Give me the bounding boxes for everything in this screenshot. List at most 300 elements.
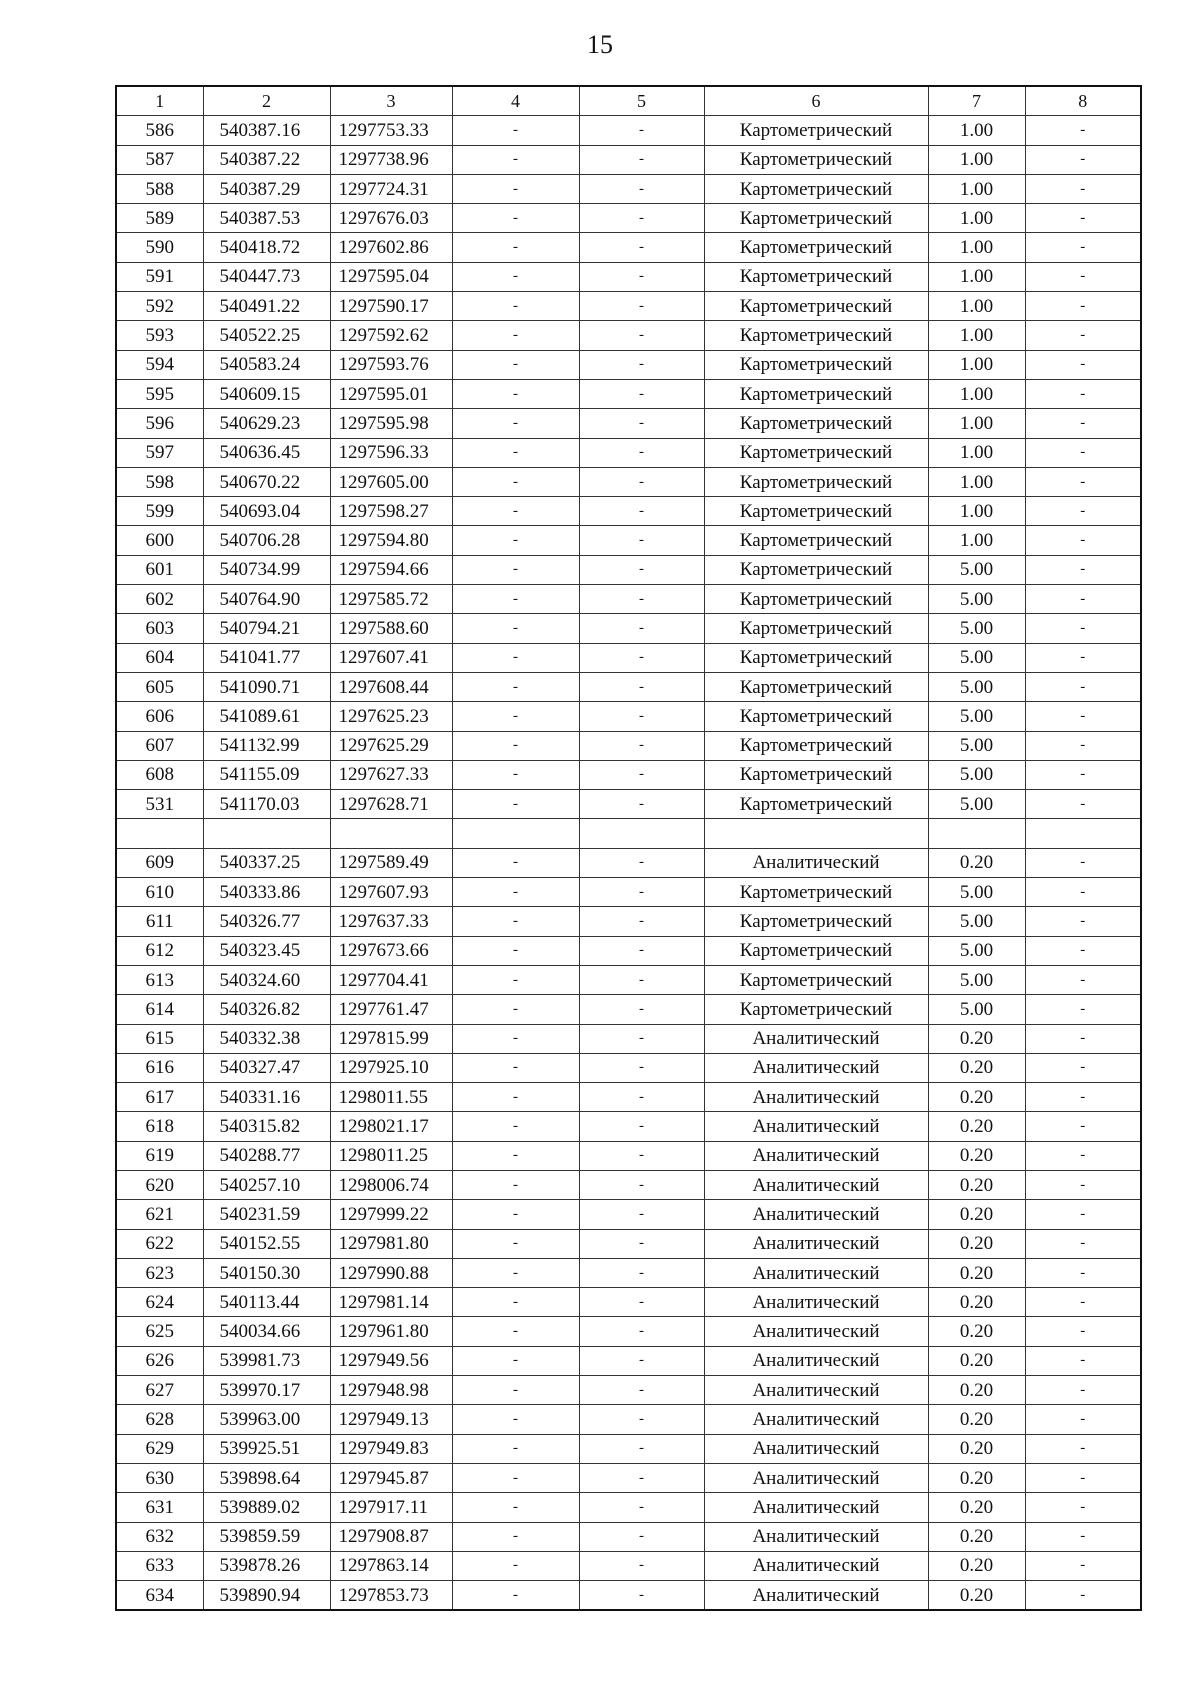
table-row xyxy=(116,965,1141,994)
table-cell-col8: - xyxy=(1025,1258,1141,1287)
table-cell-col7: 5.00 xyxy=(928,760,1025,789)
table-cell-col7: 1.00 xyxy=(928,379,1025,408)
table-cell-col3: 1297945.87 xyxy=(330,1463,452,1492)
table-cell-col2: 540150.30 xyxy=(203,1258,330,1287)
table-cell-col5: - xyxy=(579,321,704,350)
table-cell-col5: - xyxy=(579,760,704,789)
table-cell-col1 xyxy=(116,819,203,848)
table-cell-col4: - xyxy=(452,1522,579,1551)
table-cell-col6: Картометрический xyxy=(704,116,928,145)
table-cell-col1: 623 xyxy=(116,1258,203,1287)
table-cell-col2: 540387.29 xyxy=(203,174,330,203)
table-cell-col3: 1297595.04 xyxy=(330,262,452,291)
table-cell-col6: Картометрический xyxy=(704,731,928,760)
table-cell-col8: - xyxy=(1025,350,1141,379)
table-cell-col7: 1.00 xyxy=(928,262,1025,291)
table-cell-col2: 540387.22 xyxy=(203,145,330,174)
table-cell-col3: 1297981.14 xyxy=(330,1288,452,1317)
table-cell-col7: 5.00 xyxy=(928,995,1025,1024)
table-cell-col8: - xyxy=(1025,409,1141,438)
table-cell-col2: 540231.59 xyxy=(203,1200,330,1229)
table-cell-col4: - xyxy=(452,438,579,467)
table-row xyxy=(116,643,1141,672)
table-row xyxy=(116,145,1141,174)
table-cell-col3: 1297625.29 xyxy=(330,731,452,760)
table-cell-col7: 5.00 xyxy=(928,731,1025,760)
table-cell-col4: - xyxy=(452,1405,579,1434)
table-cell-col1: 531 xyxy=(116,790,203,819)
table-cell-col3: 1297863.14 xyxy=(330,1551,452,1580)
table-cell-col3: 1297594.80 xyxy=(330,526,452,555)
table-cell-col6: Аналитический xyxy=(704,1493,928,1522)
table-row xyxy=(116,907,1141,936)
table-cell-col3: 1298006.74 xyxy=(330,1170,452,1199)
table-cell-col7: 1.00 xyxy=(928,174,1025,203)
table-row xyxy=(116,790,1141,819)
table-cell-col7: 1.00 xyxy=(928,204,1025,233)
table-cell-col1: 617 xyxy=(116,1083,203,1112)
table-cell-col8: - xyxy=(1025,204,1141,233)
table-cell-col6: Картометрический xyxy=(704,262,928,291)
table-cell-col1: 587 xyxy=(116,145,203,174)
table-row xyxy=(116,672,1141,701)
table-cell-col7: 0.20 xyxy=(928,1405,1025,1434)
table-cell-col5: - xyxy=(579,1141,704,1170)
table-cell-col6: Аналитический xyxy=(704,1112,928,1141)
table-cell-col7: 0.20 xyxy=(928,1024,1025,1053)
table-cell-col6: Картометрический xyxy=(704,321,928,350)
table-cell-col7 xyxy=(928,819,1025,848)
table-cell-col1: 603 xyxy=(116,614,203,643)
table-cell-col3: 1297595.01 xyxy=(330,379,452,408)
table-cell-col7: 0.20 xyxy=(928,1170,1025,1199)
table-row xyxy=(116,848,1141,877)
table-cell-col4: - xyxy=(452,878,579,907)
table-row xyxy=(116,1170,1141,1199)
table-cell-col5: - xyxy=(579,1112,704,1141)
table-row xyxy=(116,467,1141,496)
table-cell-col4: - xyxy=(452,1258,579,1287)
table-cell-col3: 1297981.80 xyxy=(330,1229,452,1258)
table-cell-col2: 540331.16 xyxy=(203,1083,330,1112)
table-cell-col1: 626 xyxy=(116,1346,203,1375)
table-cell-col3: 1297595.98 xyxy=(330,409,452,438)
table-cell-col3: 1297596.33 xyxy=(330,438,452,467)
table-row xyxy=(116,878,1141,907)
table-cell-col8: - xyxy=(1025,672,1141,701)
table-cell-col7: 0.20 xyxy=(928,1083,1025,1112)
table-cell-col6: Аналитический xyxy=(704,1434,928,1463)
table-cell-col8: - xyxy=(1025,1493,1141,1522)
table-cell-col6: Аналитический xyxy=(704,1229,928,1258)
table-cell-col5: - xyxy=(579,1581,704,1611)
table-cell-col6 xyxy=(704,819,928,848)
table-cell-col2: 541090.71 xyxy=(203,672,330,701)
table-cell-col2: 540387.16 xyxy=(203,116,330,145)
table-cell-col3 xyxy=(330,819,452,848)
table-cell-col6: Картометрический xyxy=(704,907,928,936)
table-cell-col5: - xyxy=(579,1463,704,1492)
table-cell-col8: - xyxy=(1025,1376,1141,1405)
table-cell-col5: - xyxy=(579,467,704,496)
table-row xyxy=(116,1463,1141,1492)
table-cell-col4: - xyxy=(452,1053,579,1082)
table-cell-col8: - xyxy=(1025,1463,1141,1492)
table-cell-col3: 1297917.11 xyxy=(330,1493,452,1522)
table-cell-col1: 622 xyxy=(116,1229,203,1258)
table-cell-col7: 1.00 xyxy=(928,292,1025,321)
table-cell-col6: Картометрический xyxy=(704,965,928,994)
table-row xyxy=(116,995,1141,1024)
table-cell-col1: 614 xyxy=(116,995,203,1024)
table-row xyxy=(116,1317,1141,1346)
coordinates-table xyxy=(115,85,1142,1611)
table-cell-col2: 541089.61 xyxy=(203,702,330,731)
table-cell-col2: 540491.22 xyxy=(203,292,330,321)
table-cell-col7: 0.20 xyxy=(928,1376,1025,1405)
table-cell-col7: 1.00 xyxy=(928,526,1025,555)
table-cell-col4: - xyxy=(452,409,579,438)
table-cell-col4: - xyxy=(452,379,579,408)
column-header-7: 7 xyxy=(928,86,1025,116)
table-row xyxy=(116,1141,1141,1170)
table-cell-col6: Аналитический xyxy=(704,1288,928,1317)
table-row xyxy=(116,1024,1141,1053)
table-row xyxy=(116,526,1141,555)
table-cell-col7: 5.00 xyxy=(928,936,1025,965)
page-number: 15 xyxy=(587,30,613,59)
table-cell-col8: - xyxy=(1025,467,1141,496)
table-cell-col1: 601 xyxy=(116,555,203,584)
table-row xyxy=(116,233,1141,262)
table-cell-col4: - xyxy=(452,526,579,555)
table-row xyxy=(116,936,1141,965)
table-cell-col5: - xyxy=(579,1053,704,1082)
table-cell-col7: 1.00 xyxy=(928,438,1025,467)
table-cell-col1: 625 xyxy=(116,1317,203,1346)
table-cell-col3: 1297589.49 xyxy=(330,848,452,877)
table-cell-col6: Аналитический xyxy=(704,848,928,877)
table-cell-col4: - xyxy=(452,145,579,174)
table-cell-col8: - xyxy=(1025,1522,1141,1551)
table-cell-col4: - xyxy=(452,292,579,321)
table-cell-col3: 1297593.76 xyxy=(330,350,452,379)
table-cell-col3: 1297949.83 xyxy=(330,1434,452,1463)
table-cell-col1: 586 xyxy=(116,116,203,145)
table-cell-col4: - xyxy=(452,467,579,496)
table-cell-col2: 540522.25 xyxy=(203,321,330,350)
table-cell-col7: 0.20 xyxy=(928,1493,1025,1522)
table-cell-col6: Аналитический xyxy=(704,1581,928,1611)
table-cell-col1: 630 xyxy=(116,1463,203,1492)
table-row xyxy=(116,1258,1141,1287)
table-row xyxy=(116,1112,1141,1141)
table-cell-col7: 0.20 xyxy=(928,1581,1025,1611)
table-cell-col7: 0.20 xyxy=(928,1053,1025,1082)
table-row xyxy=(116,1551,1141,1580)
table-cell-col5: - xyxy=(579,350,704,379)
table-row xyxy=(116,350,1141,379)
table-cell-col6: Аналитический xyxy=(704,1258,928,1287)
table-cell-col1: 599 xyxy=(116,497,203,526)
table-row xyxy=(116,204,1141,233)
table-cell-col2: 540734.99 xyxy=(203,555,330,584)
table-cell-col4: - xyxy=(452,672,579,701)
table-cell-col3: 1297949.13 xyxy=(330,1405,452,1434)
table-row xyxy=(116,819,1141,848)
table-cell-col4: - xyxy=(452,848,579,877)
table-cell-col8: - xyxy=(1025,995,1141,1024)
column-header-4: 4 xyxy=(452,86,579,116)
table-cell-col4: - xyxy=(452,233,579,262)
table-cell-col7: 0.20 xyxy=(928,1112,1025,1141)
table-cell-col6: Аналитический xyxy=(704,1170,928,1199)
table-cell-col8: - xyxy=(1025,585,1141,614)
table-cell-col3: 1297853.73 xyxy=(330,1581,452,1611)
table-cell-col2: 540418.72 xyxy=(203,233,330,262)
table-cell-col2: 540323.45 xyxy=(203,936,330,965)
table-cell-col4: - xyxy=(452,1288,579,1317)
table-cell-col8: - xyxy=(1025,1141,1141,1170)
table-cell-col7: 0.20 xyxy=(928,1522,1025,1551)
table-cell-col3: 1297753.33 xyxy=(330,116,452,145)
table-cell-col8: - xyxy=(1025,1405,1141,1434)
table-row xyxy=(116,379,1141,408)
table-cell-col4: - xyxy=(452,1024,579,1053)
table-cell-col7: 5.00 xyxy=(928,585,1025,614)
table-cell-col5: - xyxy=(579,262,704,291)
table-cell-col1: 609 xyxy=(116,848,203,877)
table-row xyxy=(116,1200,1141,1229)
table-cell-col5: - xyxy=(579,1376,704,1405)
table-cell-col7: 0.20 xyxy=(928,1141,1025,1170)
table-cell-col6: Картометрический xyxy=(704,702,928,731)
table-cell-col3: 1298021.17 xyxy=(330,1112,452,1141)
table-cell-col3: 1297590.17 xyxy=(330,292,452,321)
table-cell-col3: 1297815.99 xyxy=(330,1024,452,1053)
table-cell-col5: - xyxy=(579,409,704,438)
column-header-1: 1 xyxy=(116,86,203,116)
table-cell-col4: - xyxy=(452,1463,579,1492)
table-cell-col5: - xyxy=(579,907,704,936)
table-cell-col6: Аналитический xyxy=(704,1200,928,1229)
table-cell-col1: 627 xyxy=(116,1376,203,1405)
table-cell-col1: 615 xyxy=(116,1024,203,1053)
table-cell-col3: 1297605.00 xyxy=(330,467,452,496)
table-cell-col5: - xyxy=(579,848,704,877)
table-cell-col5: - xyxy=(579,292,704,321)
table-cell-col2: 540113.44 xyxy=(203,1288,330,1317)
table-row xyxy=(116,292,1141,321)
table-cell-col8: - xyxy=(1025,116,1141,145)
table-cell-col7: 0.20 xyxy=(928,1288,1025,1317)
table-cell-col7: 1.00 xyxy=(928,350,1025,379)
table-cell-col3: 1297738.96 xyxy=(330,145,452,174)
table-cell-col5: - xyxy=(579,497,704,526)
table-cell-col7: 0.20 xyxy=(928,1551,1025,1580)
table-cell-col6: Аналитический xyxy=(704,1376,928,1405)
table-cell-col5: - xyxy=(579,936,704,965)
table-cell-col2: 540764.90 xyxy=(203,585,330,614)
table-cell-col2: 541155.09 xyxy=(203,760,330,789)
table-cell-col2: 540327.47 xyxy=(203,1053,330,1082)
table-cell-col5: - xyxy=(579,1288,704,1317)
table-cell-col2: 540670.22 xyxy=(203,467,330,496)
table-cell-col2: 541132.99 xyxy=(203,731,330,760)
table-cell-col1: 612 xyxy=(116,936,203,965)
table-row xyxy=(116,1522,1141,1551)
table-cell-col7: 0.20 xyxy=(928,1200,1025,1229)
table-row xyxy=(116,497,1141,526)
table-cell-col2: 539859.59 xyxy=(203,1522,330,1551)
table-cell-col8: - xyxy=(1025,907,1141,936)
table-cell-col7: 0.20 xyxy=(928,1317,1025,1346)
table-cell-col3: 1297704.41 xyxy=(330,965,452,994)
table-row xyxy=(116,438,1141,467)
table-cell-col5: - xyxy=(579,702,704,731)
table-cell-col2: 540152.55 xyxy=(203,1229,330,1258)
table-cell-col6: Аналитический xyxy=(704,1346,928,1375)
table-cell-col5: - xyxy=(579,1200,704,1229)
table-cell-col5: - xyxy=(579,965,704,994)
table-cell-col8: - xyxy=(1025,321,1141,350)
table-row xyxy=(116,702,1141,731)
table-cell-col2: 540332.38 xyxy=(203,1024,330,1053)
table-cell-col4: - xyxy=(452,497,579,526)
table-cell-col5: - xyxy=(579,174,704,203)
table-cell-col1: 602 xyxy=(116,585,203,614)
table-cell-col7: 1.00 xyxy=(928,145,1025,174)
table-cell-col4: - xyxy=(452,1170,579,1199)
table-cell-col1: 611 xyxy=(116,907,203,936)
table-cell-col2: 540315.82 xyxy=(203,1112,330,1141)
table-cell-col2: 540337.25 xyxy=(203,848,330,877)
table-cell-col2 xyxy=(203,819,330,848)
table-row xyxy=(116,1346,1141,1375)
table-cell-col4: - xyxy=(452,204,579,233)
table-cell-col8: - xyxy=(1025,965,1141,994)
table-cell-col4: - xyxy=(452,702,579,731)
table-cell-col2: 540629.23 xyxy=(203,409,330,438)
table-cell-col8: - xyxy=(1025,438,1141,467)
table-row xyxy=(116,585,1141,614)
table-cell-col6: Аналитический xyxy=(704,1463,928,1492)
table-cell-col7: 5.00 xyxy=(928,702,1025,731)
table-cell-col5: - xyxy=(579,1522,704,1551)
table-cell-col4: - xyxy=(452,1493,579,1522)
table-cell-col2: 540326.77 xyxy=(203,907,330,936)
table-cell-col8: - xyxy=(1025,1053,1141,1082)
table-cell-col8: - xyxy=(1025,233,1141,262)
table-cell-col8: - xyxy=(1025,555,1141,584)
table-cell-col8: - xyxy=(1025,731,1141,760)
table-cell-col7: 0.20 xyxy=(928,848,1025,877)
table-cell-col7: 1.00 xyxy=(928,321,1025,350)
table-row xyxy=(116,1376,1141,1405)
table-cell-col1: 631 xyxy=(116,1493,203,1522)
table-cell-col7: 5.00 xyxy=(928,790,1025,819)
table-cell-col4: - xyxy=(452,1083,579,1112)
table-cell-col2: 540447.73 xyxy=(203,262,330,291)
table-cell-col2: 540257.10 xyxy=(203,1170,330,1199)
table-cell-col3: 1297908.87 xyxy=(330,1522,452,1551)
table-cell-col2: 539925.51 xyxy=(203,1434,330,1463)
table-cell-col5: - xyxy=(579,585,704,614)
table-cell-col3: 1297990.88 xyxy=(330,1258,452,1287)
table-cell-col3: 1297673.66 xyxy=(330,936,452,965)
table-cell-col5: - xyxy=(579,614,704,643)
table-cell-col1: 610 xyxy=(116,878,203,907)
table-row xyxy=(116,1053,1141,1082)
table-cell-col5: - xyxy=(579,643,704,672)
table-cell-col5: - xyxy=(579,1170,704,1199)
table-cell-col2: 539981.73 xyxy=(203,1346,330,1375)
table-cell-col3: 1297607.93 xyxy=(330,878,452,907)
table-cell-col6: Картометрический xyxy=(704,350,928,379)
table-cell-col7: 0.20 xyxy=(928,1346,1025,1375)
table-cell-col4: - xyxy=(452,907,579,936)
table-cell-col4: - xyxy=(452,1112,579,1141)
table-cell-col1: 620 xyxy=(116,1170,203,1199)
table-cell-col1: 597 xyxy=(116,438,203,467)
table-cell-col3: 1297627.33 xyxy=(330,760,452,789)
table-cell-col6: Аналитический xyxy=(704,1141,928,1170)
table-cell-col8: - xyxy=(1025,936,1141,965)
table-cell-col1: 596 xyxy=(116,409,203,438)
table-cell-col6: Картометрический xyxy=(704,614,928,643)
table-cell-col6: Картометрический xyxy=(704,467,928,496)
table-cell-col7: 5.00 xyxy=(928,672,1025,701)
table-cell-col6: Картометрический xyxy=(704,497,928,526)
table-cell-col6: Картометрический xyxy=(704,292,928,321)
table-cell-col3: 1297592.62 xyxy=(330,321,452,350)
table-cell-col4: - xyxy=(452,350,579,379)
table-cell-col5: - xyxy=(579,1083,704,1112)
table-cell-col8: - xyxy=(1025,848,1141,877)
table-cell-col2: 540387.53 xyxy=(203,204,330,233)
table-cell-col8: - xyxy=(1025,1112,1141,1141)
table-cell-col7: 0.20 xyxy=(928,1434,1025,1463)
table-cell-col1: 589 xyxy=(116,204,203,233)
table-cell-col6: Картометрический xyxy=(704,995,928,1024)
table-cell-col8: - xyxy=(1025,145,1141,174)
table-cell-col5: - xyxy=(579,438,704,467)
table-cell-col4: - xyxy=(452,965,579,994)
table-cell-col5: - xyxy=(579,1346,704,1375)
table-cell-col2: 540583.24 xyxy=(203,350,330,379)
table-cell-col8: - xyxy=(1025,497,1141,526)
table-cell-col2: 539889.02 xyxy=(203,1493,330,1522)
table-cell-col5: - xyxy=(579,1024,704,1053)
table-cell-col7: 5.00 xyxy=(928,965,1025,994)
table-cell-col4: - xyxy=(452,174,579,203)
table-cell-col1: 606 xyxy=(116,702,203,731)
table-cell-col1: 621 xyxy=(116,1200,203,1229)
column-header-8: 8 xyxy=(1025,86,1141,116)
table-cell-col5: - xyxy=(579,204,704,233)
table-cell-col1: 605 xyxy=(116,672,203,701)
table-cell-col2: 541170.03 xyxy=(203,790,330,819)
table-cell-col4: - xyxy=(452,262,579,291)
table-cell-col6: Картометрический xyxy=(704,233,928,262)
table-cell-col5: - xyxy=(579,555,704,584)
table-cell-col7: 5.00 xyxy=(928,643,1025,672)
table-cell-col1: 590 xyxy=(116,233,203,262)
table-cell-col7: 5.00 xyxy=(928,555,1025,584)
table-cell-col6: Аналитический xyxy=(704,1522,928,1551)
table-cell-col2: 540706.28 xyxy=(203,526,330,555)
table-cell-col1: 595 xyxy=(116,379,203,408)
